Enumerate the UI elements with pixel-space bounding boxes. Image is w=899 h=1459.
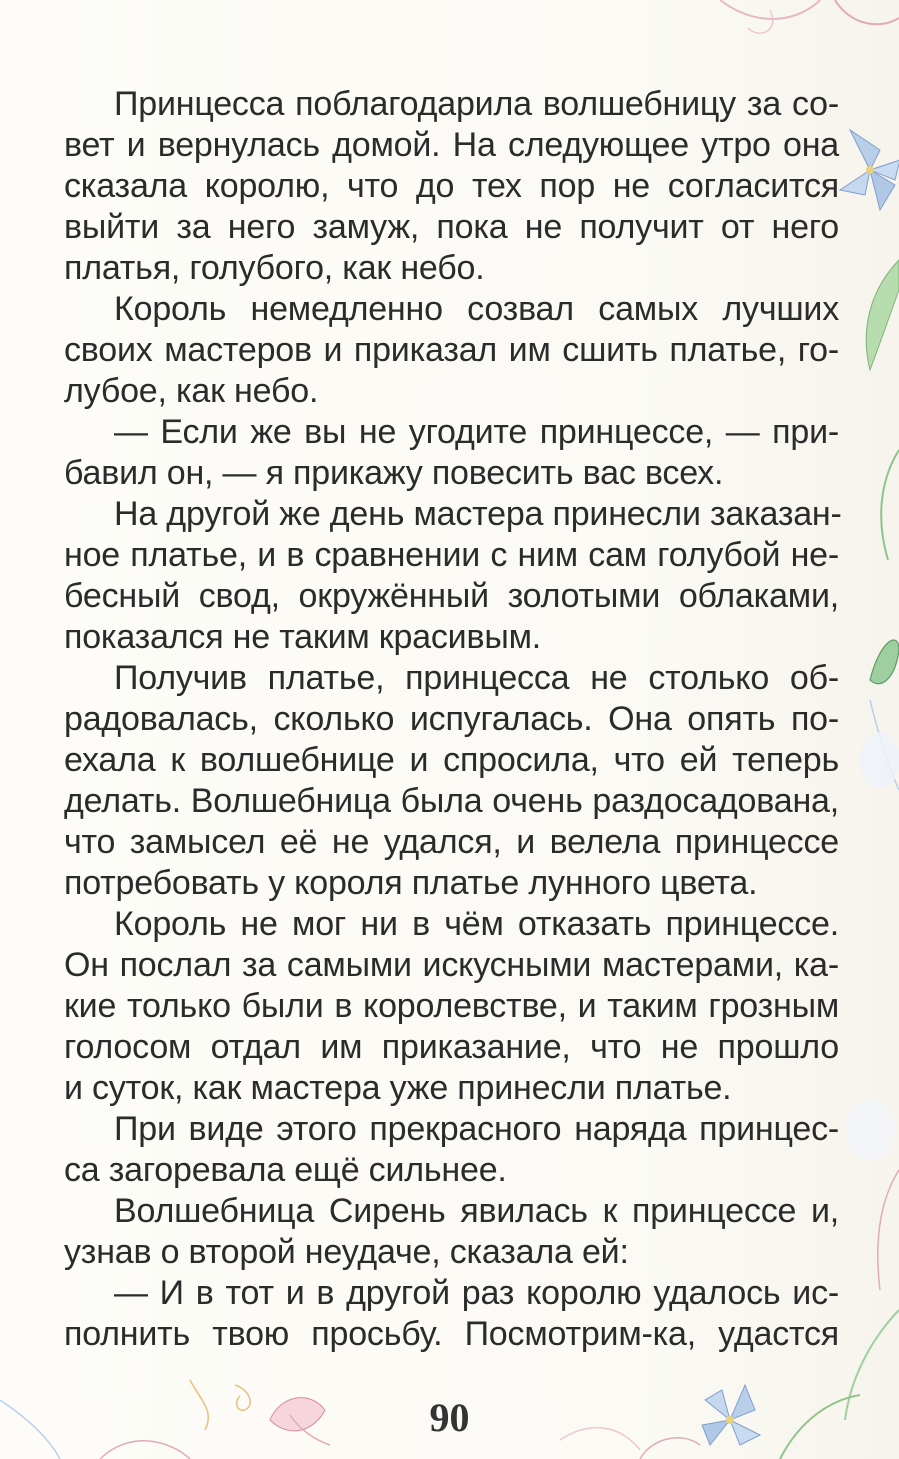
text-line: вет и вернулась домой. На следующее утро она: [64, 126, 839, 164]
text-line: голосом отдал им приказание, что не прошло: [64, 1028, 839, 1066]
leaf-icon: [870, 640, 899, 684]
text-line: полнить твою просьбу. Посмотрим-ка, удастся: [64, 1315, 839, 1353]
text-line: Король не мог ни в чём отказать принцессе.: [114, 905, 839, 943]
text-line: потребовать у короля платье лунного цвета.: [64, 864, 758, 902]
text-line: своих мастеров и приказал им сшить платье, го-: [64, 331, 839, 369]
text-line: выйти за него замуж, пока не получит от него: [64, 208, 839, 246]
text-line: лубое, как небо.: [64, 372, 319, 410]
text-line: что замысел её не удался, и велела принцессе: [64, 823, 839, 861]
text-line: платья, голубого, как небо.: [64, 249, 485, 287]
text-line: Король немедленно созвал самых лучших: [114, 290, 839, 328]
text-line: Принцесса поблагодарила волшебницу за со-: [114, 85, 839, 123]
text-line: Волшебница Сирень явилась к принцессе и,: [114, 1192, 839, 1230]
text-line: и суток, как мастера уже принесли платье.: [64, 1069, 732, 1107]
text-line: При виде этого прекрасного наряда принцес-: [114, 1110, 839, 1148]
text-line: радовалась, сколько испугалась. Она опять по-: [64, 700, 839, 738]
page-number: 90: [429, 1395, 470, 1440]
blue-flower-icon: [840, 130, 899, 210]
text-line: са загоревала ещё сильнее.: [64, 1151, 507, 1189]
text-line: ехала к волшебнице и спросила, что ей теперь: [64, 741, 839, 779]
text-line: делать. Волшебница была очень раздосадована,: [64, 782, 839, 820]
text-line: — И в тот и в другой раз королю удалось ис-: [114, 1274, 839, 1312]
text-line: сказала королю, что до тех пор не согласится: [64, 167, 839, 205]
story-text: [64, 84, 842, 1355]
text-line: бавил он, — я прикажу повесить вас всех.: [64, 454, 724, 492]
text-line: показался не таким красивым.: [64, 618, 541, 656]
text-line: — Если же вы не угодите принцессе, — при-: [114, 413, 839, 451]
text-line: бесный свод, окружённый золотыми облаками,: [64, 577, 839, 615]
text-line: На другой же день мастера принесли заказан-: [114, 495, 842, 533]
text-line: кие только были в королевстве, и таким грозным: [64, 987, 839, 1025]
text-line: Получив платье, принцесса не столько об-: [114, 659, 839, 697]
text-line: узнав о второй неудаче, сказала ей:: [64, 1233, 629, 1271]
text-line: ное платье, и в сравнении с ним сам голубой не-: [64, 536, 839, 574]
text-line: Он послал за самыми искусными мастерами, ка-: [64, 946, 839, 984]
